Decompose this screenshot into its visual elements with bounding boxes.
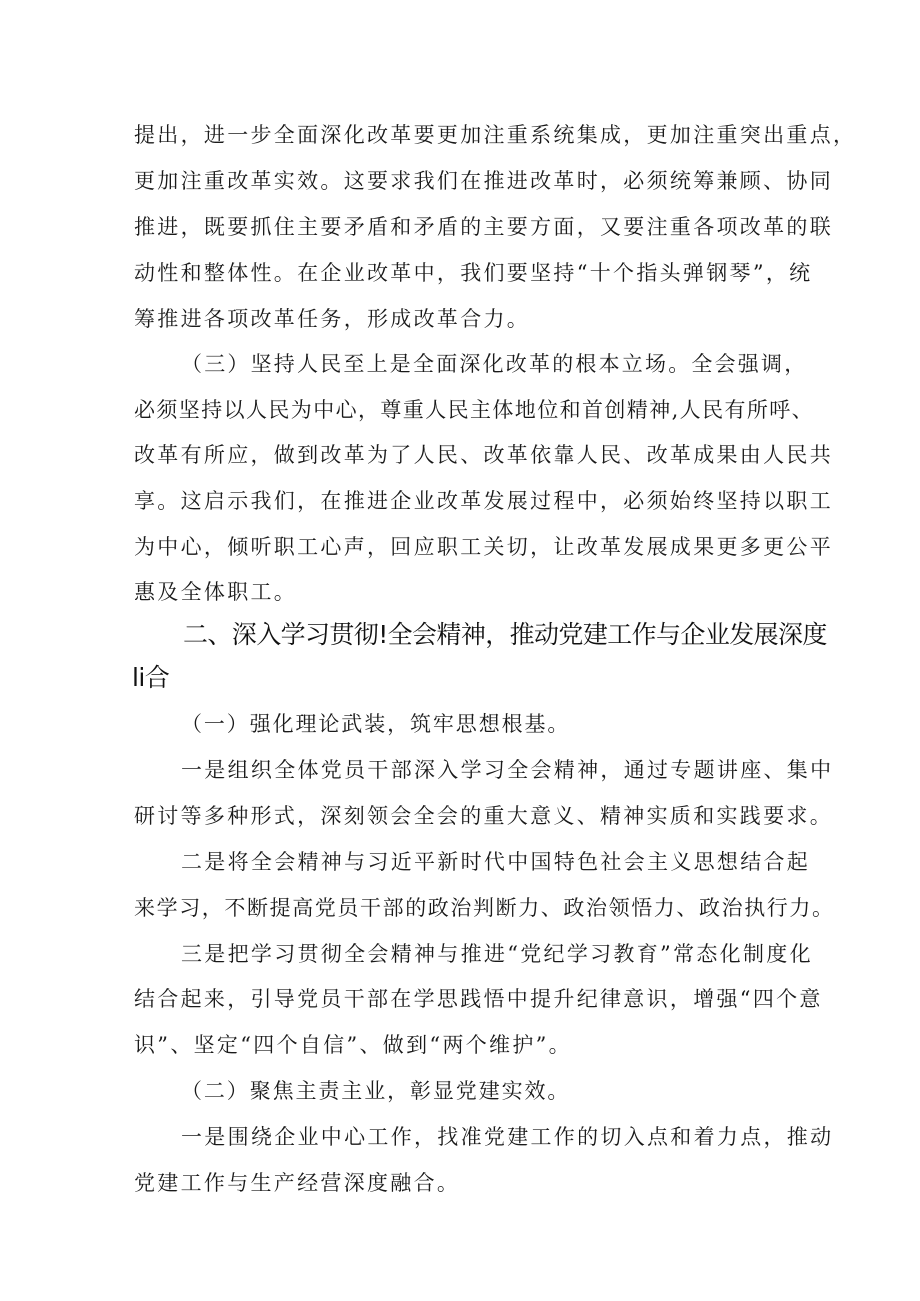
body-text-line: 惠及全体职工。 — [134, 580, 298, 604]
section-heading-line: 二、深入学习贯彻!全会精神，推动党建工作与企业发展深度 — [183, 620, 827, 649]
body-text-line: 改革有所应，做到改革为了人民、改革依靠人民、改革成果由人民共 — [134, 443, 833, 467]
body-text-line: 二是将全会精神与习近平新时代中国特色社会主义思想结合起 — [181, 850, 811, 874]
body-text-line: 享。这启示我们，在推进企业改革发展过程中，必须始终坚持以职工 — [134, 489, 833, 513]
body-text-line: 更加注重改革实效。这要求我们在推进改革时，必须统筹兼顾、协同 — [134, 169, 833, 193]
subheading: （二）聚焦主责主业，彰显党建实效。 — [181, 1079, 571, 1103]
subheading: （一）强化理论武装，筑牢思想根基。 — [181, 712, 571, 736]
section-heading-line: li合 — [132, 663, 170, 692]
body-text-line: 党建工作与生产经营深度融合。 — [134, 1171, 461, 1195]
body-text-line: 筹推进各项改革任务，形成改革合力。 — [134, 307, 531, 331]
body-text-line: 来学习，不断提高党员干部的政治判断力、政治领悟力、政治执行力。 — [134, 896, 835, 920]
body-text-line: 为中心，倾听职工心声，回应职工关切，让改革发展成果更多更公平 — [134, 535, 833, 559]
body-text-line: 动性和整体性。在企业改革中，我们要坚持“十个指头弹钢琴”，统 — [134, 261, 813, 285]
body-text-line: 研讨等多种形式，深刻领会全会的重大意义、精神实质和实践要求。 — [134, 804, 833, 828]
body-text-line: 一是组织全体党员干部深入学习全会精神，通过专题讲座、集中 — [181, 758, 834, 782]
body-text-line: 识”、坚定“四个自信”、做到“两个维护”。 — [134, 1033, 572, 1057]
body-text-line: 推进，既要抓住主要矛盾和矛盾的主要方面，又要注重各项改革的联 — [134, 215, 833, 239]
body-text-line: 结合起来，引导党员干部在学思践悟中提升纪律意识，增强“四个意 — [134, 987, 823, 1011]
body-text-line: 一是围绕企业中心工作，找准党建工作的切入点和着力点，推动 — [181, 1125, 834, 1149]
body-text-line: 必须坚持以人民为中心，尊重人民主体地位和首创精神,人民有所呼、 — [134, 398, 815, 422]
body-text-line: （三）坚持人民至上是全面深化改革的根本立场。全会强调， — [181, 352, 808, 376]
body-text-line: 三是把学习贯彻全会精神与推进“党纪学习教育”常态化制度化 — [181, 942, 813, 966]
body-text-line: 提出，进一步全面深化改革要更加注重系统集成，更加注重突出重点， — [134, 123, 857, 147]
